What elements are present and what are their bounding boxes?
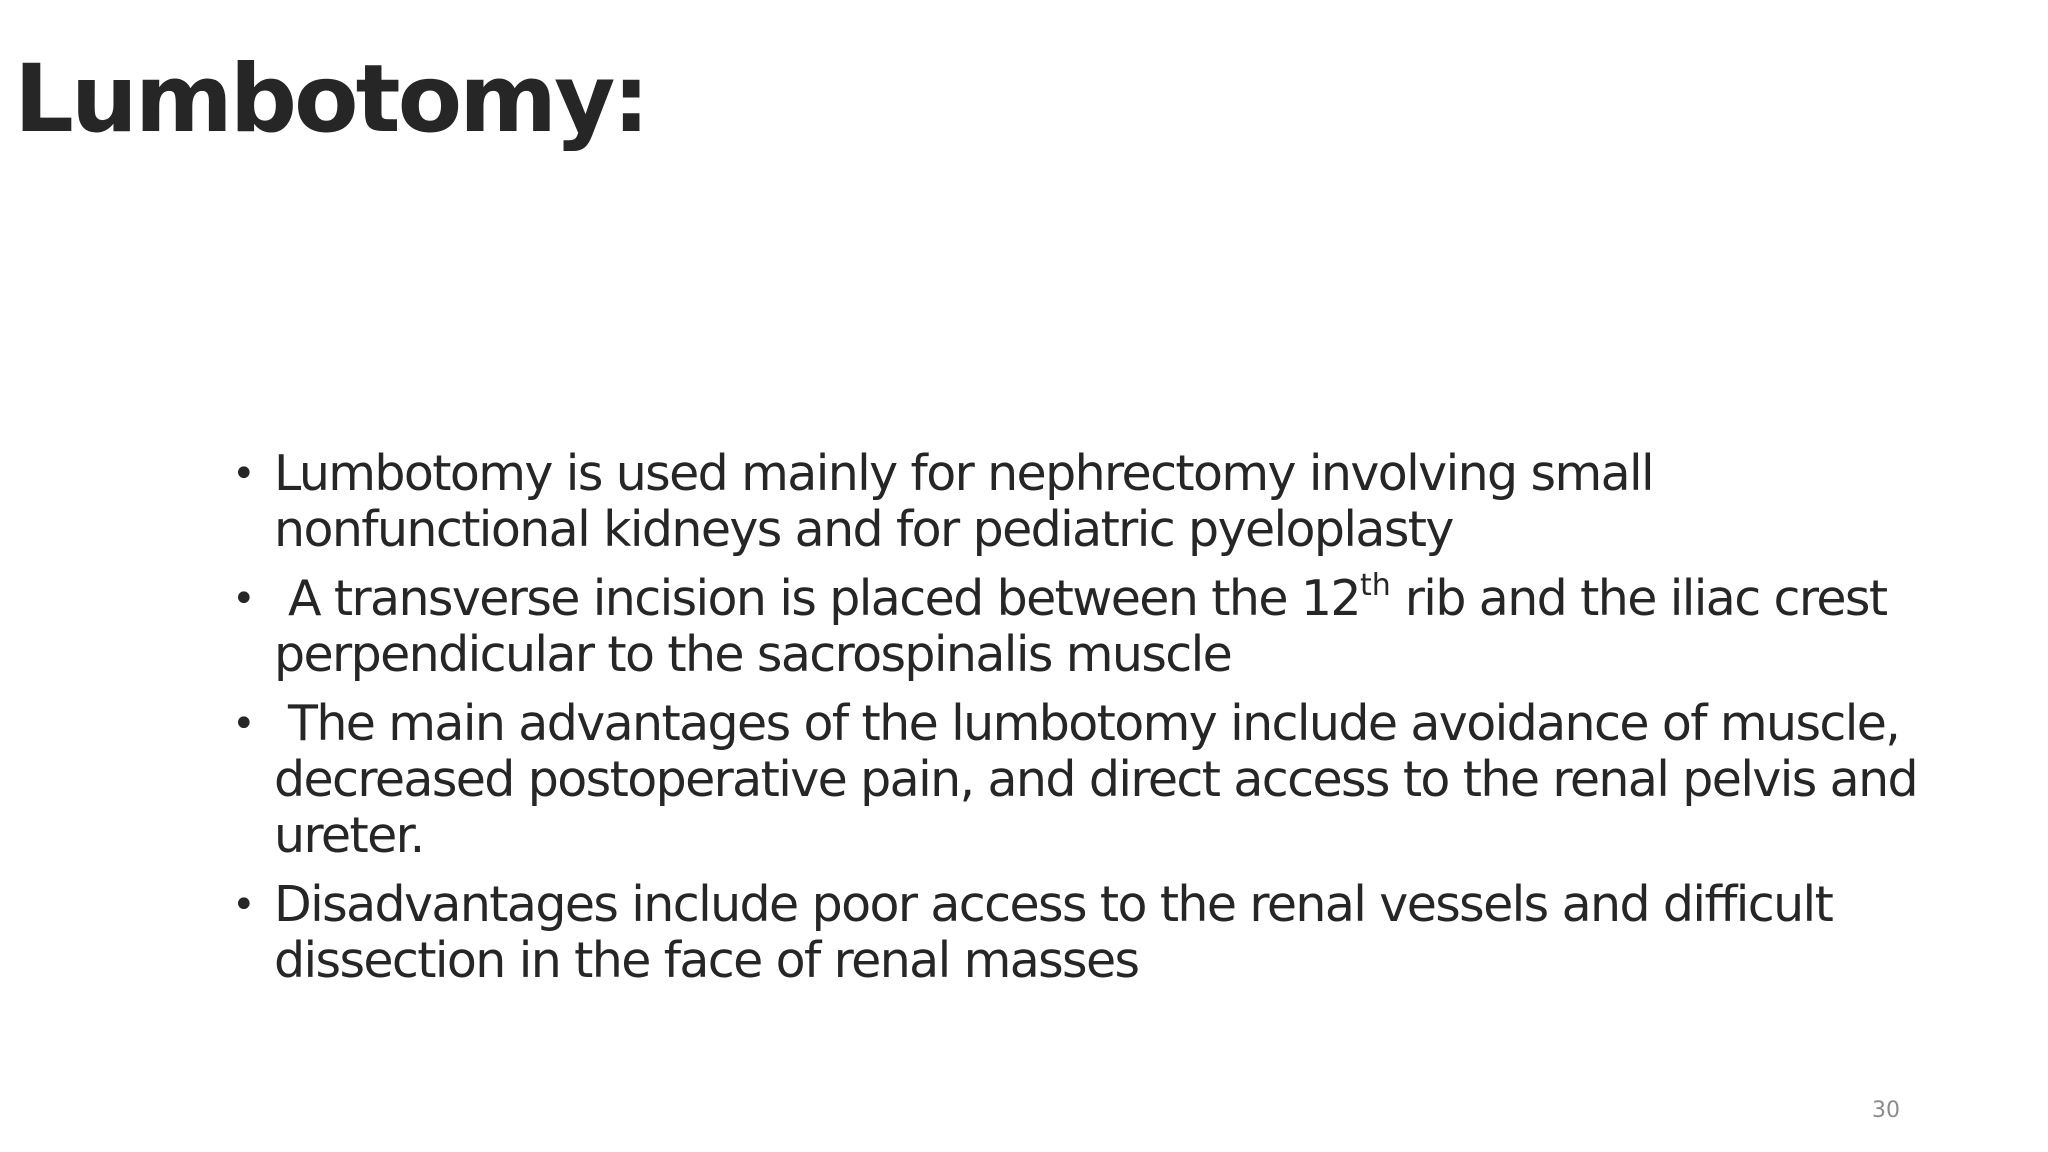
bullet-item [232,568,1952,683]
page-number: 30 [1872,1098,1900,1123]
bullet-text: Disadvantages include poor access to the renal vessels and difficult dissection in the face of renal masses [274,876,1833,989]
bullet-list [232,446,1952,1002]
bullet-item [232,877,1952,989]
bullet-icon: • [232,701,254,747]
bullet-icon: • [232,576,254,622]
bullet-text-start: A transverse incision is placed between the 12 [274,570,1360,627]
bullet-icon: • [232,451,254,497]
ordinal-superscript: th [1360,568,1391,603]
slide-title: Lumbotomy: [14,45,647,154]
bullet-text: The main advantages of the lumbotomy include avoidance of muscle, decreased postoperative pain, and direct access to the renal pelvis and ureter. [274,695,1932,864]
bullet-text-end: rib and the iliac crest perpendicular to the sacrospinalis muscle [274,570,1901,683]
bullet-item [232,696,1952,864]
bullet-text: Lumbotomy is used mainly for nephrectomy involving small nonfunctional kidneys and for pediatric pyeloplasty [274,445,1654,558]
bullet-item [232,446,1952,558]
bullet-icon: • [232,882,254,928]
